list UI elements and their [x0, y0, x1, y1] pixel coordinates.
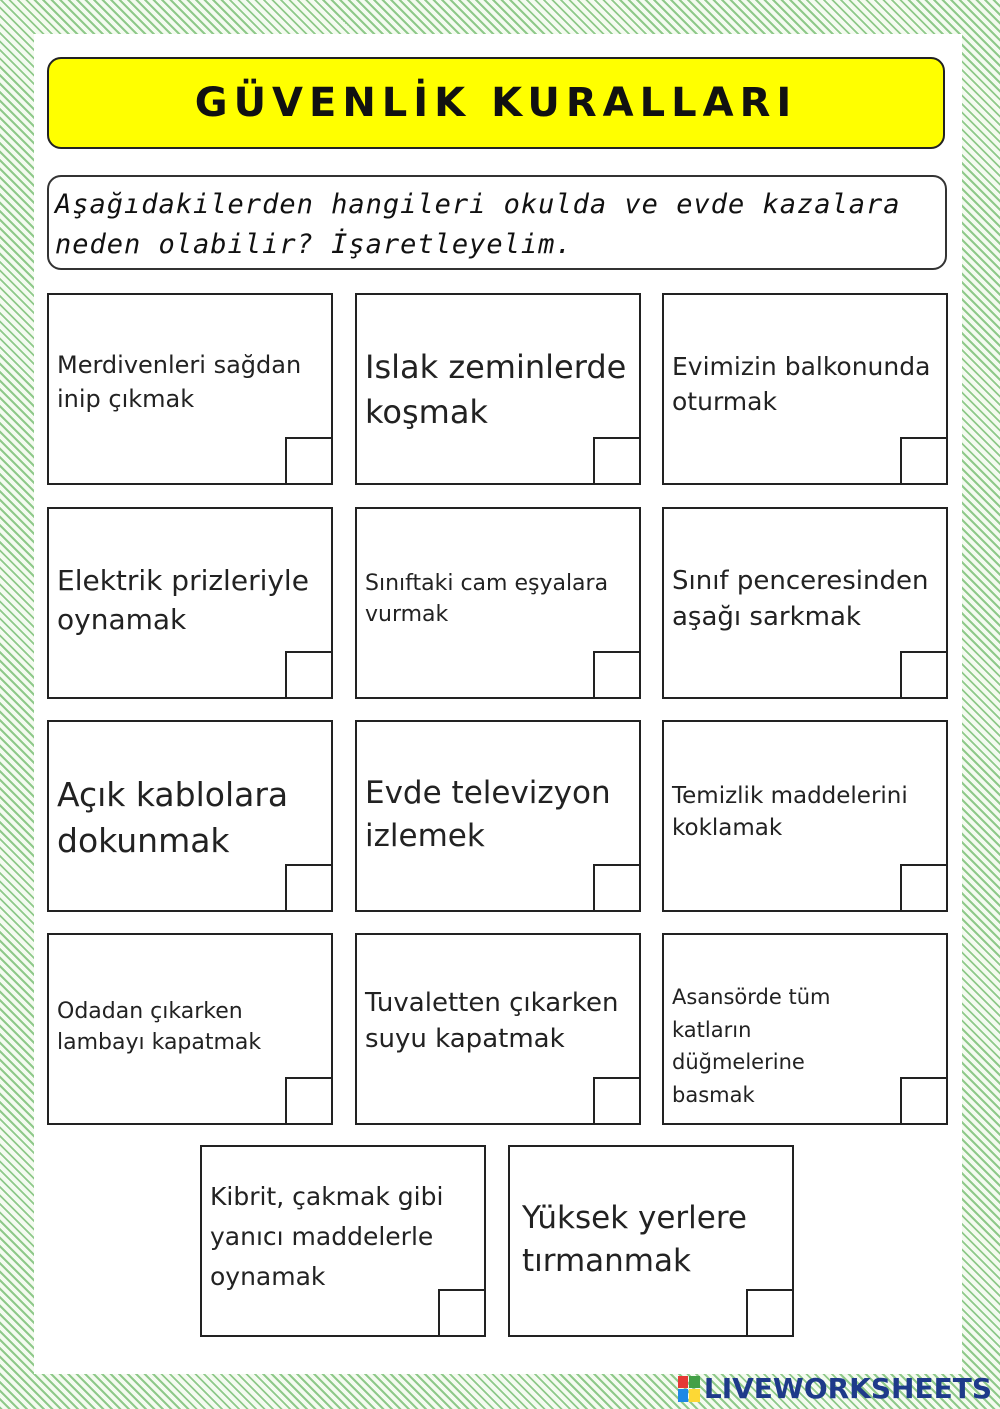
option-checkbox[interactable]: [900, 1077, 948, 1125]
option-text: Temizlik maddelerini koklamak: [672, 783, 908, 842]
option-checkbox[interactable]: [438, 1289, 486, 1337]
option-text: Elektrik prizleriyle oynamak: [57, 564, 309, 637]
option-text: Evimizin balkonunda oturmak: [672, 352, 931, 416]
option-card: [47, 293, 333, 485]
option-card: [662, 293, 948, 485]
option-checkbox[interactable]: [593, 651, 641, 699]
option-card: [47, 933, 333, 1125]
option-checkbox[interactable]: [900, 651, 948, 699]
option-text: Islak zeminlerde koşmak: [365, 348, 627, 431]
option-checkbox[interactable]: [285, 437, 333, 485]
option-text: Asansörde tüm katların düğmelerine basmak: [672, 985, 831, 1107]
option-card: [355, 293, 641, 485]
instruction-line-2: neden olabilir? İşaretleyelim.: [55, 229, 573, 260]
instruction-line-1: Aşağıdakilerden hangileri okulda ve evde kazalara: [55, 189, 901, 220]
option-card: [47, 720, 333, 912]
option-card: [355, 933, 641, 1125]
option-text: Merdivenleri sağdan inip çıkmak: [57, 351, 302, 413]
option-text: Yüksek yerlere tırmanmak: [522, 1200, 747, 1280]
option-text: Sınıftaki cam eşyalara vurmak: [365, 571, 609, 627]
option-text: Odadan çıkarken lambayı kapatmak: [57, 999, 262, 1055]
liveworksheets-logo: [678, 1372, 992, 1405]
brand-name: LIVEWORKSHEETS: [703, 1372, 992, 1405]
option-checkbox[interactable]: [285, 864, 333, 912]
instruction-box: [47, 175, 947, 270]
option-card: [662, 933, 948, 1125]
option-card: [200, 1145, 486, 1337]
option-checkbox[interactable]: [593, 437, 641, 485]
option-checkbox[interactable]: [593, 864, 641, 912]
option-text: Açık kablolara dokunmak: [57, 775, 289, 861]
option-card: [662, 720, 948, 912]
title-banner: [47, 57, 945, 149]
option-text: Sınıf penceresinden aşağı sarkmak: [672, 566, 929, 633]
option-checkbox[interactable]: [285, 651, 333, 699]
option-checkbox[interactable]: [900, 437, 948, 485]
option-checkbox[interactable]: [285, 1077, 333, 1125]
option-checkbox[interactable]: [900, 864, 948, 912]
option-card: [355, 507, 641, 699]
option-text: Kibrit, çakmak gibi yanıcı maddelerle oynamak: [210, 1182, 444, 1291]
option-card: [662, 507, 948, 699]
option-checkbox[interactable]: [593, 1077, 641, 1125]
option-card: [47, 507, 333, 699]
page-title: GÜVENLİK KURALLARI: [194, 80, 798, 126]
option-checkbox[interactable]: [746, 1289, 794, 1337]
option-text: Tuvaletten çıkarken suyu kapatmak: [365, 988, 619, 1055]
brand-mark-icon: [678, 1376, 700, 1402]
option-card: [355, 720, 641, 912]
option-card: [508, 1145, 794, 1337]
option-text: Evde televizyon izlemek: [365, 775, 611, 855]
